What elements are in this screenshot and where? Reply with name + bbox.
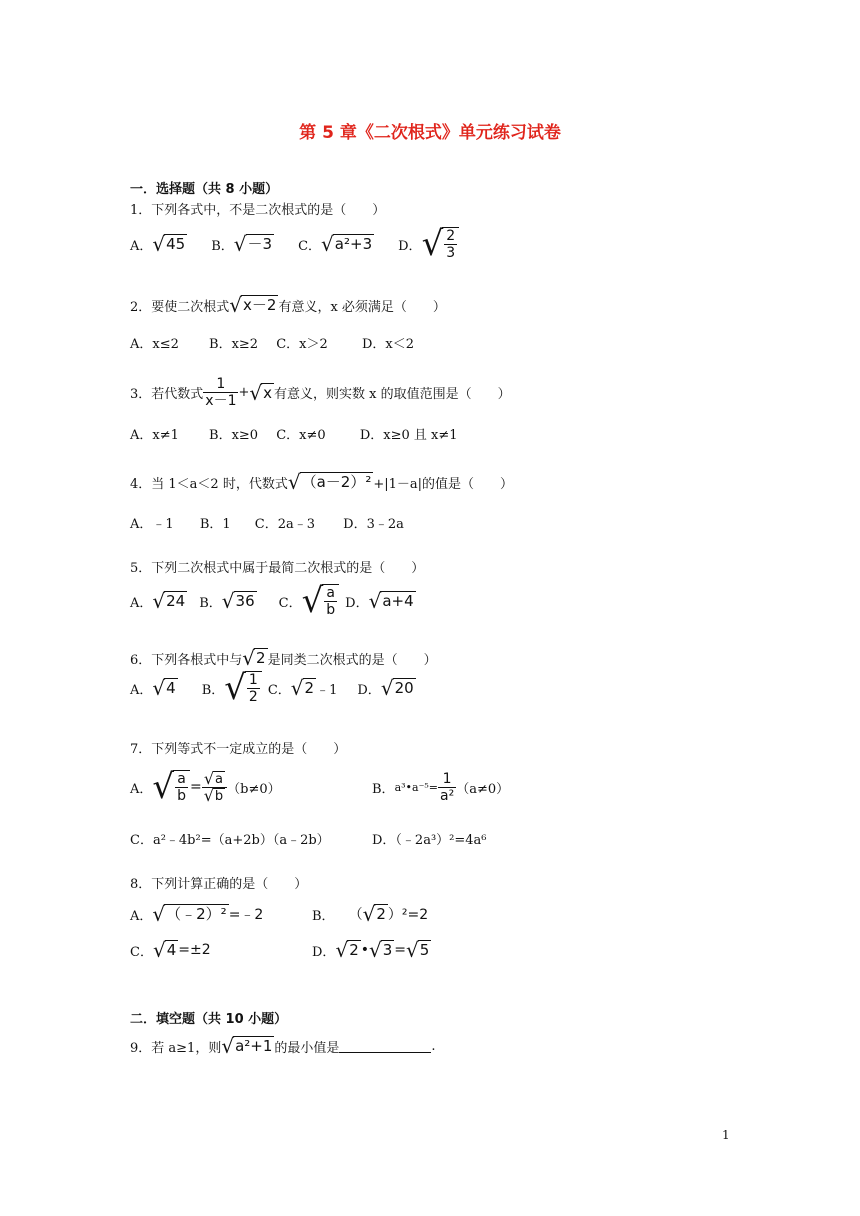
section-heading-fill-in: 二．填空题（共 10 小题） — [130, 1012, 288, 1027]
option-b-label: B． — [211, 238, 234, 254]
sqrt-expression: √ 2 — [290, 676, 315, 700]
option-d-label: D． — [357, 682, 381, 698]
question-1-options — [130, 226, 459, 262]
option-c: C．x≠0 — [276, 428, 326, 443]
question-4-options — [130, 513, 404, 532]
sqrt-expression: √ （a－2）² — [287, 470, 372, 494]
question-8-option-b: B． （ √ 2 ）²=2 — [312, 902, 429, 926]
question-5-options — [130, 582, 416, 620]
page-number: 1 — [722, 1128, 730, 1142]
question-8-option-a: A． √ （﹣2）² =﹣2 — [130, 902, 264, 926]
option-b: B．x≥2 — [209, 337, 259, 352]
option-c-label: C． — [267, 682, 291, 698]
fraction-of-roots: √ a √ b — [202, 771, 227, 804]
question-3-stem: 3．若代数式 $\frac{1}{x-1}$ + √ x 有意义，则实数 x 的取值范围是（ ） — [130, 376, 511, 409]
question-7-stem: 7．下列等式不一定成立的是（ ） — [130, 742, 347, 757]
question-3-options — [130, 424, 458, 443]
sqrt-fraction: √ $\frac{2}{3}$ — [422, 227, 460, 261]
question-7-option-c: C．a²﹣4b²=（a+2b）（a﹣2b） — [130, 833, 330, 848]
option-b-label: B． — [199, 595, 222, 611]
sqrt-expression: √ x — [249, 380, 273, 405]
option-a: A．x≠1 — [130, 428, 179, 443]
sqrt-fraction: √ $\frac{a}{b}$ — [302, 584, 340, 618]
sqrt-expression: √ 2 — [335, 938, 359, 962]
sqrt-expression: √ x－2 — [229, 293, 277, 317]
sqrt-expression: √ 2 — [362, 902, 386, 926]
sqrt-expression: √ a²+3 — [321, 232, 373, 256]
question-1-stem: 1．下列各式中，不是二次根式的是（ ） — [130, 203, 386, 218]
sqrt-expression: √ 24 — [152, 589, 186, 613]
sqrt-expression: √ 36 — [221, 589, 255, 613]
sqrt-fraction: √ $\frac{1}{2}$ — [224, 671, 262, 705]
option-a-label: A． — [130, 682, 153, 698]
answer-blank[interactable] — [339, 1040, 431, 1053]
option-c-label: C． — [298, 238, 322, 254]
section-heading-choice: 一．选择题（共 8 小题） — [130, 182, 279, 197]
question-6-options — [130, 668, 416, 708]
question-6-stem: 6．下列各根式中与 √ 2 是同类二次根式的是（ ） — [130, 646, 437, 670]
question-8-stem: 8．下列计算正确的是（ ） — [130, 877, 308, 892]
option-b-label: B． — [201, 682, 225, 698]
page-title: 第 5 章《二次根式》单元练习试卷 — [299, 123, 561, 143]
fraction: $\frac{1}{x-1}$ — [205, 376, 237, 409]
option-d: D．x＜2 — [361, 337, 414, 352]
option-c-label: C． — [278, 595, 302, 611]
option-d: D．3﹣2a — [343, 517, 404, 532]
sqrt-fraction: √ $\frac{a}{b}$ — [152, 770, 190, 804]
question-4-stem: 4．当 1＜a＜2 时，代数式 √ （a－2）² +|1－a|的值是（ ） — [130, 470, 514, 494]
sqrt-expression: √ a²+1 — [221, 1034, 273, 1058]
option-c: C．2a﹣3 — [254, 517, 316, 532]
option-c-tail: ﹣1 — [316, 682, 338, 698]
sqrt-expression: √ 20 — [380, 676, 414, 700]
sqrt-expression: √ （﹣2）² — [152, 902, 227, 926]
question-5-stem: 5．下列二次根式中属于最简二次根式的是（ ） — [130, 561, 425, 576]
option-b: B．1 — [199, 517, 231, 532]
question-7-option-b: B． a³•a⁻⁵= $\frac{1}{\text{a²}}$ （a≠0） — [372, 770, 510, 804]
option-a-label: A． — [130, 238, 153, 254]
sqrt-expression: √ －3 — [233, 232, 273, 256]
option-a: A．﹣1 — [130, 517, 174, 532]
option-d: D．x≥0 且 x≠1 — [359, 428, 458, 443]
question-8-option-d: D． √ 2 • √ 3 = √ 5 — [312, 938, 430, 962]
option-c: C．x＞2 — [276, 337, 328, 352]
option-d-label: D． — [345, 595, 369, 611]
sqrt-expression: √ 2 — [242, 646, 266, 670]
sqrt-expression: √ 5 — [406, 938, 430, 962]
option-d-label: D． — [398, 238, 422, 254]
question-2-options — [130, 333, 414, 352]
option-a-label: A． — [130, 595, 153, 611]
option-b: B．x≥0 — [209, 428, 259, 443]
option-a: A．x≤2 — [130, 337, 179, 352]
question-7-option-d: D．（﹣2a³）²=4a⁶ — [372, 833, 487, 848]
sqrt-expression: √ 3 — [369, 938, 393, 962]
sqrt-expression: √ 4 — [152, 676, 176, 700]
question-7-option-a: A． √ $\frac{a}{b}$ = √ a √ b （b≠0） — [130, 767, 281, 807]
question-9-stem: 9．若 a≥1，则 √ a²+1 的最小值是 . — [130, 1034, 436, 1058]
sqrt-expression: √ 4 — [152, 938, 177, 962]
sqrt-expression: √ 45 — [152, 232, 186, 256]
question-8-option-c: C． √ 4 =±2 — [130, 938, 211, 962]
fraction: $\frac{1}{\text{a²}}$ — [440, 770, 455, 804]
question-2-stem: 2．要使二次根式 √ x－2 有意义，x 必须满足（ ） — [130, 293, 446, 317]
sqrt-expression: √ a+4 — [368, 589, 414, 613]
